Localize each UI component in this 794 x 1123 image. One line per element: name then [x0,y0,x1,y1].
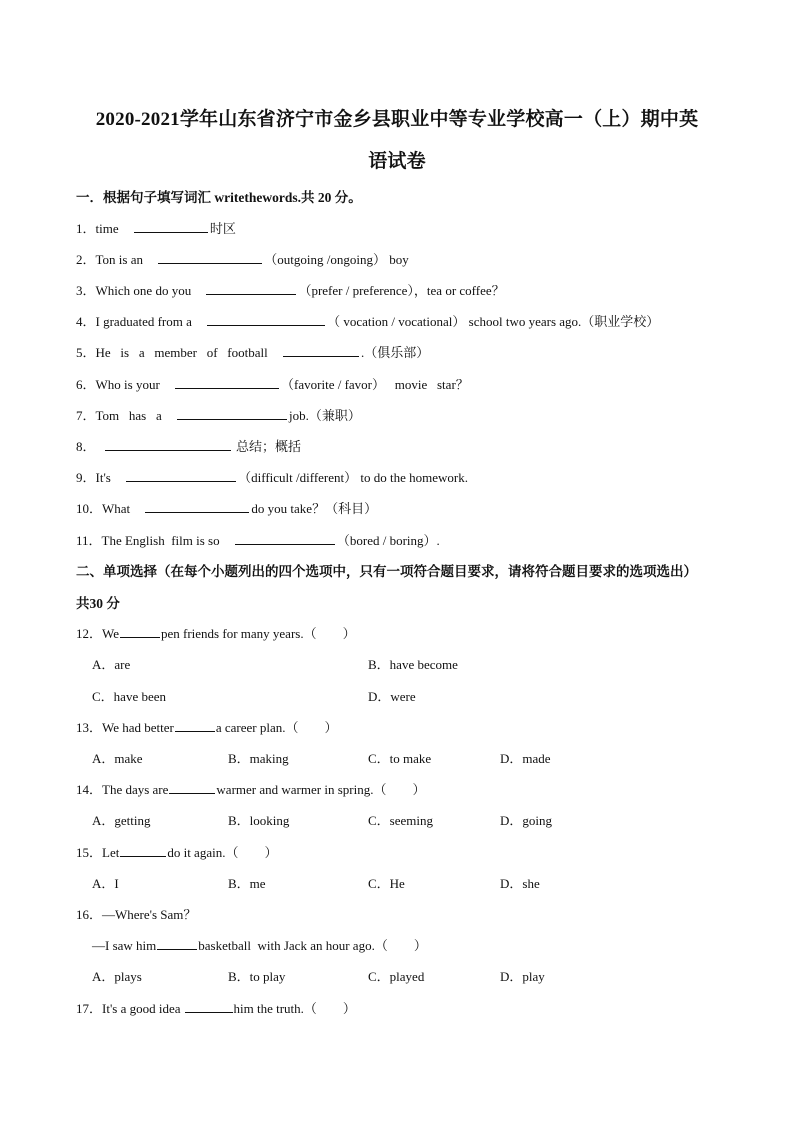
question-16: 16．—Where's Sam？ [76,907,197,922]
option-b[interactable]: B．making [228,751,289,766]
answer-blank[interactable] [185,1000,233,1013]
option-d[interactable]: D．play [500,969,545,984]
option-a[interactable]: A．I [92,876,119,891]
question-11: 11．The English film is so （bored / boring）. [76,533,440,548]
option-b[interactable]: B．to play [228,969,286,984]
answer-blank[interactable] [207,313,325,326]
question-4: 4．I graduated from a （ vocation / vocational） school two years ago.（职业学校） [76,314,660,329]
answer-blank[interactable] [120,844,166,857]
option-a[interactable]: A．plays [92,969,142,984]
question-8: 8． 总结；概括 [76,439,302,454]
question-2: 2．Ton is an （outgoing /ongoing） boy [76,252,409,267]
question-5: 5．He is a member of football .（俱乐部） [76,345,430,360]
answer-blank[interactable] [157,937,197,950]
question-7: 7．Tom has a job.（兼职） [76,408,361,423]
answer-blank[interactable] [235,532,335,545]
exam-title-line1: 2020-2021学年山东省济宁市金乡县职业中等专业学校高一（上）期中英 [95,109,699,130]
question-10: 10．What do you take？（科目） [76,501,378,516]
section2-header-line2: 共30 分 [76,596,120,611]
question-3: 3．Which one do you （prefer / preference），tea or coffee？ [76,283,505,298]
answer-blank[interactable] [169,781,215,794]
section2-header-line1: 二、单项选择（在每个小题列出的四个选项中，只有一项符合题目要求，请将符合题目要求的选项选出） [76,564,697,579]
option-b[interactable]: B．have become [368,657,458,672]
question-14: 14．The days are warmer and warmer in spring.（ ） [76,782,426,797]
option-d[interactable]: D．were [368,689,416,704]
question-6: 6．Who is your （favorite / favor） movie star？ [76,377,469,392]
answer-blank[interactable] [158,251,262,264]
option-d[interactable]: D．made [500,751,551,766]
option-d[interactable]: D．going [500,813,553,828]
option-c[interactable]: C．to make [368,751,432,766]
option-a[interactable]: A．make [92,751,143,766]
answer-blank[interactable] [283,344,359,357]
answer-blank[interactable] [177,407,287,420]
question-17: 17．It's a good idea him the truth.（ ） [76,1001,356,1016]
option-c[interactable]: C．seeming [368,813,433,828]
answer-blank[interactable] [175,719,215,732]
answer-blank[interactable] [145,500,249,513]
exam-title-line2: 语试卷 [368,151,426,172]
question-9: 9．It's （difficult /different） to do the homework. [76,470,468,485]
answer-blank[interactable] [105,438,231,451]
option-a[interactable]: A．are [92,657,131,672]
section1-header: 一．根据句子填写词汇 writethewords.共 20 分。 [76,190,362,205]
option-b[interactable]: B．me [228,876,266,891]
option-c[interactable]: C．have been [92,689,167,704]
option-b[interactable]: B．looking [228,813,290,828]
question-15: 15．Let do it again.（ ） [76,845,278,860]
option-d[interactable]: D．she [500,876,540,891]
answer-blank[interactable] [120,625,160,638]
question-12: 12．We pen friends for many years.（ ） [76,626,356,641]
answer-blank[interactable] [175,376,279,389]
answer-blank[interactable] [134,220,208,233]
option-c[interactable]: C．He [368,876,405,891]
option-a[interactable]: A．getting [92,813,151,828]
question-1: 1．time 时区 [76,221,236,236]
option-c[interactable]: C．played [368,969,425,984]
question-16-dialogue: —I saw him basketball with Jack an hour ago.（ ） [92,938,427,953]
answer-blank[interactable] [126,469,236,482]
answer-blank[interactable] [206,282,296,295]
question-13: 13．We had better a career plan.（ ） [76,720,338,735]
